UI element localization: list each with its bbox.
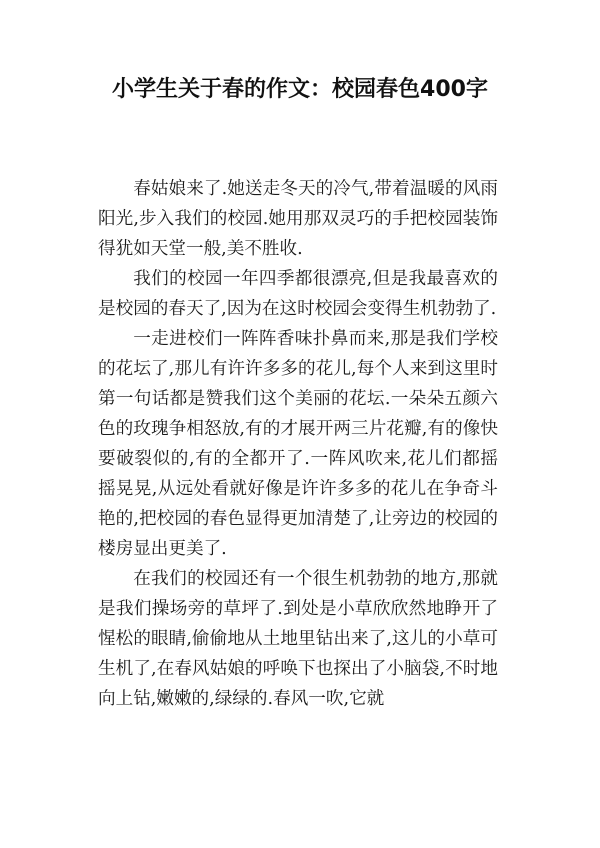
paragraph: 我们的校园一年四季都很漂亮,但是我最喜欢的是校园的春天了,因为在这时校园会变得生机勃勃了. (98, 269, 498, 319)
paragraph: 春姑娘来了.她送走冬天的冷气,带着温暖的风雨阳光,步入我们的校园.她用那双灵巧的手把校园装饰得犹如天堂一般,美不胜收. (98, 179, 498, 259)
document-body (98, 174, 498, 714)
paragraph: 在我们的校园还有一个很生机勃勃的地方,那就是我们操场旁的草坪了.到处是小草欣欣然地睁开了惺松的眼睛,偷偷地从土地里钻出来了,这儿的小草可生机了,在春风姑娘的呼唤下也探出了小脑袋,不时地向上钻,嫩嫩的,绿绿的.春风一吹,它就 (98, 569, 498, 709)
paragraph: 一走进校们一阵阵香味扑鼻而来,那是我们学校的花坛了,那儿有许许多多的花儿,每个人来到这里时第一句话都是赞我们这个美丽的花坛.一朵朵五颜六色的玫瑰争相怒放,有的才展开两三片花瓣,有的像快要破裂似的,有的全都开了.一阵风吹来,花儿们都摇摇晃晃,从远处看就好像是许许多多的花儿在争奇斗艳的,把校园的春色显得更加清楚了,让旁边的校园的楼房显出更美了. (98, 329, 498, 559)
document-title: 小学生关于春的作文：校园春色400字 (112, 77, 488, 102)
